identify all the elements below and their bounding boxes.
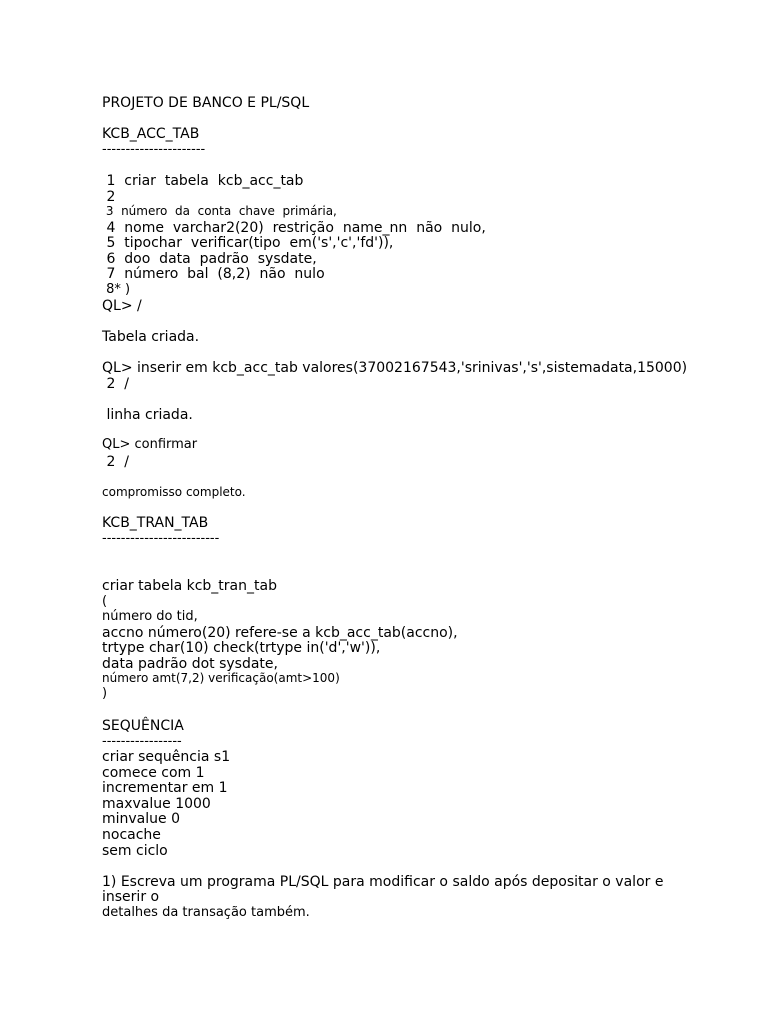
sequence-code-line: incrementar em 1 (102, 780, 228, 796)
table-created-message: Tabela criada. (102, 329, 200, 345)
sequence-code-line: nocache (102, 827, 161, 843)
tran-code-line: trtype char(10) check(trtype in('d','w')), (102, 640, 381, 656)
tran-table-heading: KCB_TRAN_TAB (102, 515, 209, 531)
tran-code-line: criar tabela kcb_tran_tab (102, 578, 277, 594)
tran-code-line: número do tid, (102, 609, 198, 624)
tran-table-rule: ------------------------- (102, 531, 220, 546)
tran-code-line: data padrão dot sysdate, (102, 656, 278, 672)
commit-statement: QL> confirmar (102, 437, 198, 452)
document-title: PROJETO DE BANCO E PL/SQL (102, 95, 310, 111)
acc-code-line: 7 número bal (8,2) não nulo (102, 266, 325, 282)
acc-code-line: 2 (102, 189, 116, 205)
sequence-heading: SEQUÊNCIA (102, 718, 184, 734)
acc-code-line: 4 nome varchar2(20) restrição name_nn não nulo, (102, 220, 486, 236)
acc-code-line: 1 criar tabela kcb_acc_tab (102, 173, 304, 189)
insert-statement-continuation: 2 / (102, 376, 129, 392)
acc-code-line: 8* ) (102, 282, 131, 297)
tran-code-line: accno número(20) refere-se a kcb_acc_tab(accno), (102, 625, 458, 641)
sequence-code-line: comece com 1 (102, 765, 205, 781)
task-text-line: inserir o (102, 889, 160, 905)
sequence-rule: ----------------- (102, 734, 182, 749)
sequence-code-line: maxvalue 1000 (102, 796, 211, 812)
tran-code-line: ( (102, 594, 108, 609)
acc-table-rule: ---------------------- (102, 142, 206, 157)
task-text-line: 1) Escreva um programa PL/SQL para modificar o saldo após depositar o valor e (102, 874, 664, 890)
acc-code-line: 5 tipochar verificar(tipo em('s','c','fd')), (102, 235, 394, 251)
row-created-message: linha criada. (102, 407, 193, 423)
insert-statement: QL> inserir em kcb_acc_tab valores(37002167543,'srinivas','s',sistemadata,15000) (102, 360, 688, 376)
commit-statement-continuation: 2 / (102, 454, 129, 470)
tran-code-line: número amt(7,2) verificação(amt>100) (102, 671, 340, 685)
acc-code-line: 6 doo data padrão sysdate, (102, 251, 317, 267)
sequence-code-line: criar sequência s1 (102, 749, 231, 765)
sequence-code-line: minvalue 0 (102, 811, 180, 827)
acc-table-heading: KCB_ACC_TAB (102, 126, 200, 142)
sql-prompt: QL> / (102, 298, 142, 314)
task-text-line: detalhes da transação também. (102, 905, 310, 920)
tran-code-line: ) (102, 686, 108, 701)
commit-complete-message: compromisso completo. (102, 485, 246, 499)
acc-code-line: 3 número da conta chave primária, (102, 204, 337, 218)
sequence-code-line: sem ciclo (102, 843, 168, 859)
